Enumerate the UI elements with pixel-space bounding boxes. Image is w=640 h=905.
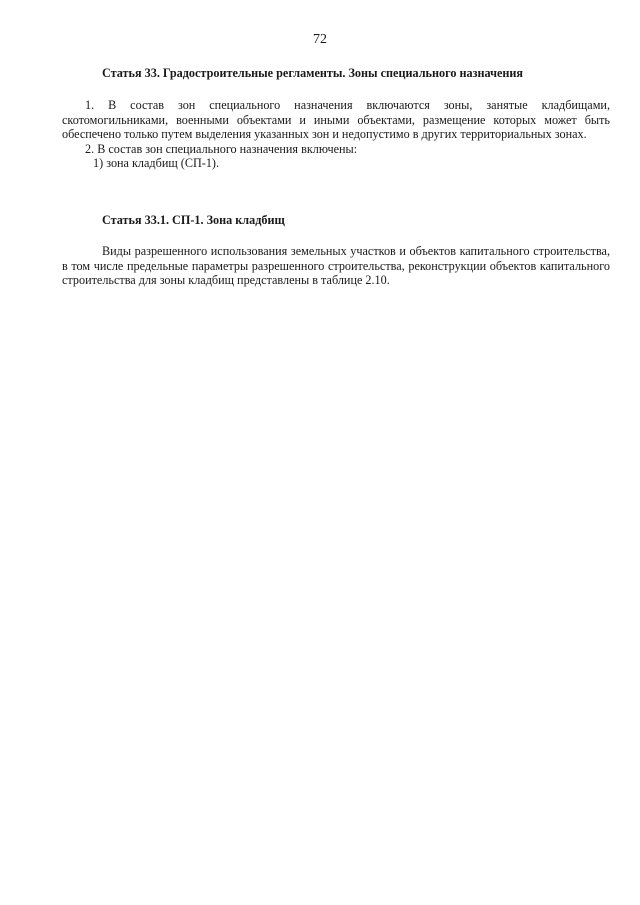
article-33-body [62,98,610,171]
article-33-paragraph-1: 1. В состав зон специального назначения включаются зоны, занятые кладбищами, скотомогильниками, военными объектами и иными объектами, размещение которых может быть обеспечено только путем выделения указанных зон и недопустимо в других территориальных зонах. [62,98,610,142]
article-33-1-body [62,244,610,288]
article-33-paragraph-2: 2. В состав зон специального назначения включены: [85,141,358,156]
article-33-list-item-1: 1) зона кладбищ (СП-1). [93,156,220,171]
article-33-1-paragraph-1: Виды разрешенного использования земельных участков и объектов капитального строительства, в том числе предельные параметры разрешенного строительства, реконструкции объектов капитального строительства для зоны кладбищ представлены в таблице 2.10. [62,244,610,288]
article-33-heading: Статья 33. Градостроительные регламенты. Зоны специального назначения [102,66,524,80]
article-33-1-heading: Статья 33.1. СП-1. Зона кладбищ [102,213,285,227]
page-number: 72 [313,32,327,47]
